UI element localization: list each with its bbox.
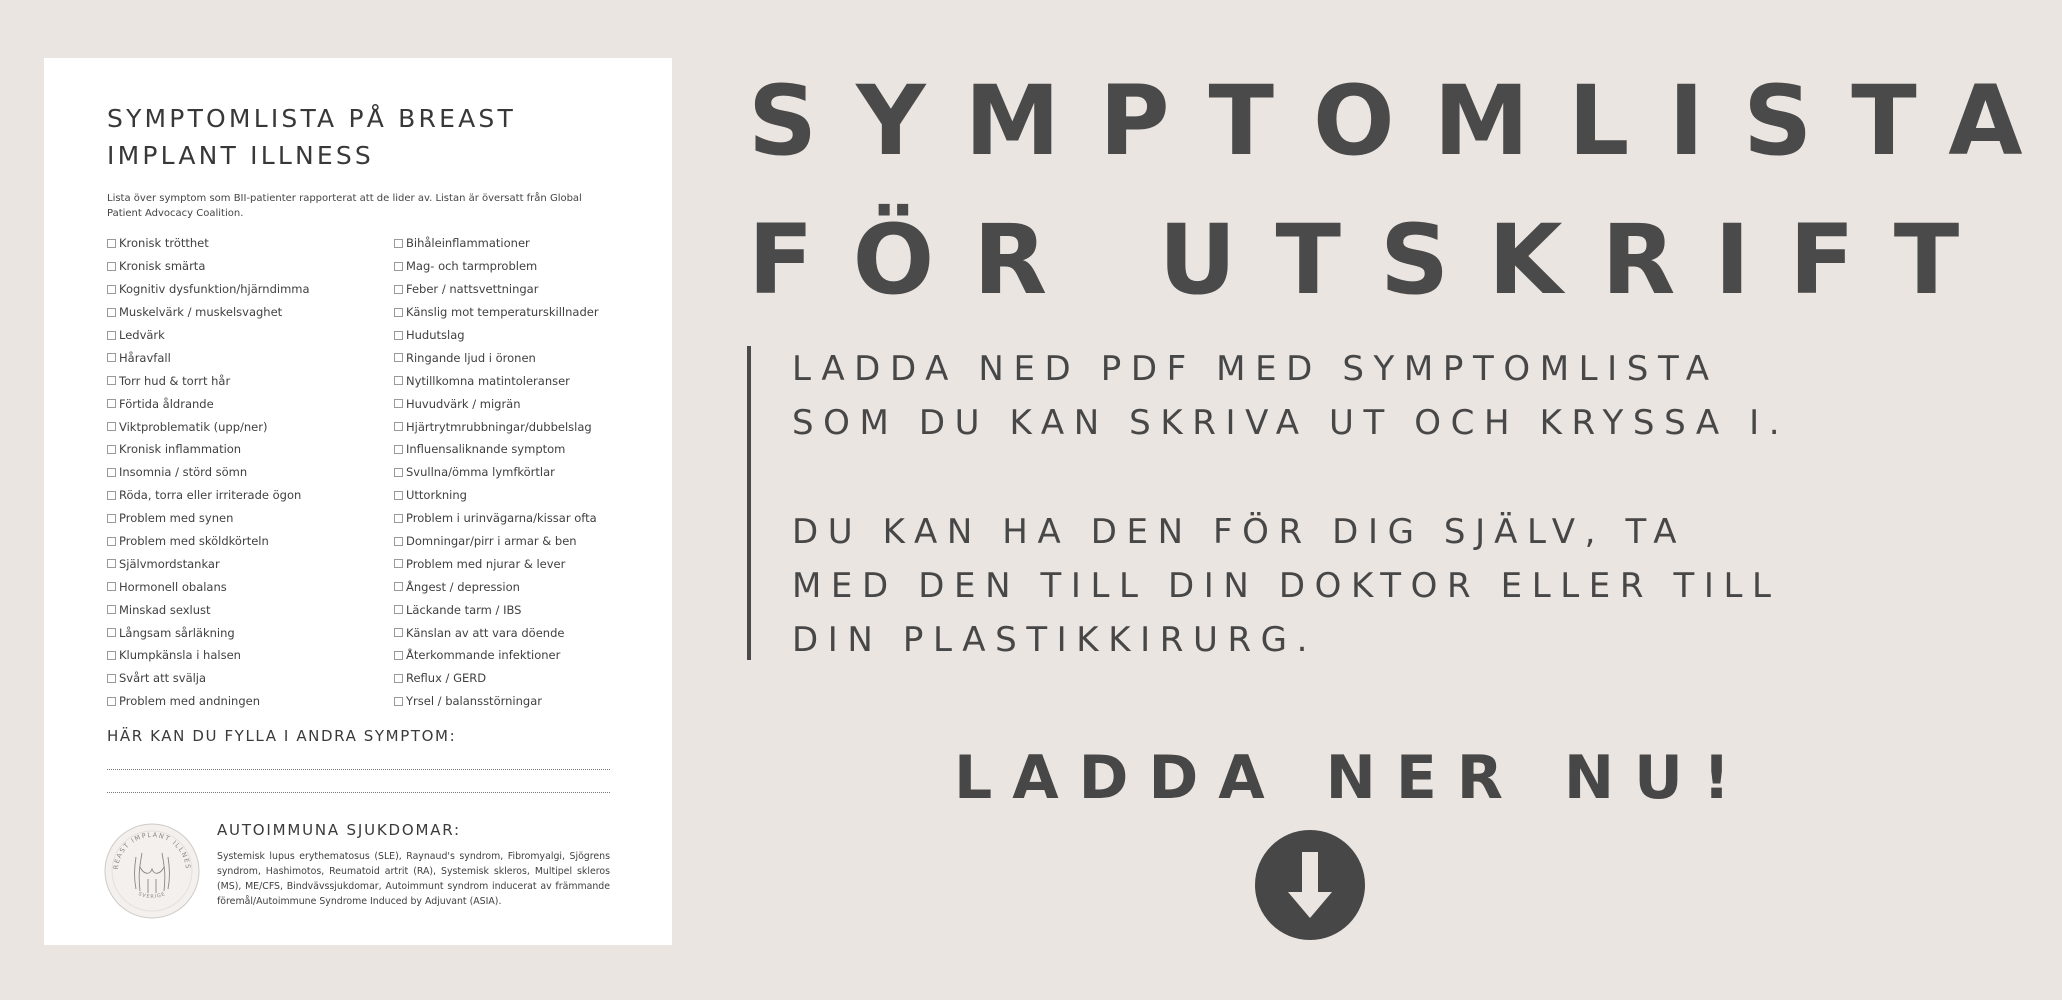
symptom-label: Problem med andningen (119, 694, 260, 709)
symptom-label: Känslig mot temperaturskillnader (406, 305, 599, 320)
checkbox-icon[interactable] (394, 628, 403, 637)
symptom-label: Ledvärk (119, 328, 165, 342)
checkbox-icon[interactable] (394, 491, 403, 500)
symptom-label: Röda, torra eller irriterade ögon (119, 488, 302, 503)
checkbox-icon[interactable] (394, 308, 403, 317)
symptom-checkbox-item[interactable] (107, 255, 394, 278)
symptom-label: Problem med synen (119, 511, 234, 526)
checkbox-icon[interactable] (107, 468, 116, 477)
symptom-label: Problem med njurar & lever (406, 556, 566, 571)
symptom-label: Kronisk inflammation (119, 442, 242, 457)
checkbox-icon[interactable] (394, 651, 403, 660)
symptom-label: Problem med sköldkörteln (119, 534, 269, 549)
symptom-checkbox-item[interactable] (107, 690, 394, 713)
description-1-line1: LADDA NED PDF MED SYMPTOMLISTA (792, 349, 1719, 389)
checkbox-icon[interactable] (394, 262, 403, 271)
autoimmune-text (217, 819, 610, 919)
symptom-checkbox-item[interactable] (394, 324, 610, 347)
symptom-list-document[interactable] (44, 58, 672, 945)
document-title-line2: IMPLANT ILLNESS (107, 141, 375, 170)
checkbox-icon[interactable] (394, 422, 403, 431)
document-title (107, 100, 610, 174)
checkbox-icon[interactable] (107, 491, 116, 500)
symptom-label: Problem i urinvägarna/kissar ofta (406, 511, 597, 526)
checkbox-icon[interactable] (107, 376, 116, 385)
checkbox-icon[interactable] (107, 605, 116, 614)
quote-bar (747, 346, 751, 660)
autoimmune-body: Systemisk lupus erythematosus (SLE), Raynaud's syndrom, Fibromyalgi, Sjögrens syndrom, Hashimotos, Reumatoid artrit (RA), Systemisk skleros, Multipel skleros (MS), ME/CFS, Bindvävssjukdomar, Autoimmunt syndrom inducerat av främmande föremål/Autoimmune Syndrome Induced by Adjuvant (ASIA). (217, 850, 610, 907)
checkbox-icon[interactable] (107, 582, 116, 591)
symptom-checkbox-item[interactable] (107, 530, 394, 553)
symptom-label: Klumpkänsla i halsen (119, 648, 241, 663)
symptom-checkbox-item[interactable] (394, 346, 610, 369)
symptom-label: Håravfall (119, 350, 171, 365)
symptom-checkbox-item[interactable] (394, 415, 610, 438)
symptom-checkbox-item[interactable] (394, 484, 610, 507)
symptom-checkbox-item[interactable] (107, 278, 394, 301)
other-symptoms-heading: HÄR KAN DU FYLLA I ANDRA SYMPTOM: (107, 726, 457, 745)
checkbox-icon[interactable] (107, 239, 116, 248)
symptom-label: Viktproblematik (upp/ner) (119, 419, 268, 434)
checkbox-icon[interactable] (394, 697, 403, 706)
description-2-line2: MED DEN TILL DIN DOKTOR ELLER TILL (792, 566, 1781, 606)
checkbox-icon[interactable] (107, 628, 116, 637)
fill-in-line (107, 792, 610, 793)
symptom-label: Kronisk trötthet (119, 236, 209, 251)
symptom-checkbox-item[interactable] (107, 575, 394, 598)
symptom-label: Insomnia / störd sömn (119, 465, 248, 480)
symptom-checkbox-item[interactable] (394, 392, 610, 415)
download-now-label[interactable]: LADDA NER NU! (954, 743, 1751, 813)
symptom-checkbox-item[interactable] (394, 255, 610, 278)
checkbox-icon[interactable] (107, 445, 116, 454)
checkbox-icon[interactable] (394, 582, 403, 591)
checkbox-icon[interactable] (394, 674, 403, 683)
checkbox-icon[interactable] (394, 559, 403, 568)
symptom-checkbox-item[interactable] (107, 415, 394, 438)
symptom-label: Torr hud & torrt hår (119, 373, 231, 388)
symptom-checkbox-item[interactable] (394, 690, 610, 713)
checkbox-icon[interactable] (107, 353, 116, 362)
document-title-line1: SYMPTOMLISTA PÅ BREAST (107, 104, 516, 133)
symptom-checkbox-item[interactable] (394, 575, 610, 598)
checkbox-icon[interactable] (394, 605, 403, 614)
description-paragraph-2 (792, 505, 1781, 667)
symptom-label: Bihåleinflammationer (406, 236, 530, 251)
checkbox-icon[interactable] (107, 674, 116, 683)
checkbox-icon[interactable] (394, 537, 403, 546)
headline-line1: SYMPTOMLISTA (748, 65, 2062, 177)
symptom-checkbox-item[interactable] (107, 484, 394, 507)
checkbox-icon[interactable] (107, 559, 116, 568)
symptom-checkbox-item[interactable] (107, 232, 394, 255)
checkbox-icon[interactable] (394, 239, 403, 248)
symptom-label: Domningar/pirr i armar & ben (406, 534, 577, 549)
symptom-checkbox-item[interactable] (394, 278, 610, 301)
symptom-checkbox-item[interactable] (394, 552, 610, 575)
symptom-checkbox-item[interactable] (107, 507, 394, 530)
seal-text-bottom: SVERIGE (137, 890, 167, 900)
checkbox-icon[interactable] (107, 399, 116, 408)
symptom-checkbox-item[interactable] (107, 667, 394, 690)
symptom-checkbox-item[interactable] (394, 667, 610, 690)
symptom-checklist (107, 232, 610, 713)
checkbox-icon[interactable] (394, 514, 403, 523)
symptom-checkbox-item[interactable] (107, 301, 394, 324)
checkbox-icon[interactable] (107, 514, 116, 523)
symptom-checkbox-item[interactable] (394, 301, 610, 324)
symptom-label: Hudutslag (406, 328, 465, 342)
symptom-checkbox-item[interactable] (107, 438, 394, 461)
symptom-label: Ringande ljud i öronen (406, 350, 536, 365)
symptom-checkbox-item[interactable] (394, 644, 610, 667)
symptom-label: Influensaliknande symptom (406, 442, 566, 457)
symptom-checkbox-item[interactable] (394, 438, 610, 461)
symptom-label: Läckande tarm / IBS (406, 602, 522, 617)
symptom-column-right (394, 232, 610, 713)
symptom-label: Feber / nattsvettningar (406, 282, 539, 297)
symptom-checkbox-item[interactable] (107, 346, 394, 369)
symptom-checkbox-item[interactable] (394, 461, 610, 484)
symptom-checkbox-item[interactable] (107, 644, 394, 667)
symptom-label: Känslan av att vara döende (406, 625, 565, 640)
symptom-checkbox-item[interactable] (107, 598, 394, 621)
checkbox-icon[interactable] (107, 308, 116, 317)
checkbox-icon[interactable] (107, 697, 116, 706)
description-paragraph-1 (792, 342, 1789, 450)
description-2-line3: DIN PLASTIKKIRURG. (792, 620, 1318, 660)
symptom-label: Reflux / GERD (406, 671, 487, 686)
symptom-checkbox-item[interactable] (394, 621, 610, 644)
checkbox-icon[interactable] (107, 651, 116, 660)
symptom-checkbox-item[interactable] (107, 621, 394, 644)
symptom-label: Självmordstankar (119, 556, 220, 571)
symptom-checkbox-item[interactable] (107, 552, 394, 575)
checkbox-icon[interactable] (394, 285, 403, 294)
symptom-checkbox-item[interactable] (107, 324, 394, 347)
fill-in-line (107, 769, 610, 770)
seal-text-top: REAST IMPLANT ILLNES (111, 830, 193, 870)
symptom-checkbox-item[interactable] (107, 461, 394, 484)
autoimmune-section (107, 819, 610, 919)
symptom-label: Återkommande infektioner (406, 648, 561, 663)
symptom-checkbox-item[interactable] (394, 232, 610, 255)
document-intro: Lista över symptom som BII-patienter rapporterat att de lider av. Listan är översatt från Global Patient Advocacy Coalition. (107, 193, 582, 219)
symptom-label: Muskelvärk / muskelsvaghet (119, 305, 283, 320)
checkbox-icon[interactable] (394, 376, 403, 385)
symptom-label: Svullna/ömma lymfkörtlar (406, 465, 555, 480)
autoimmune-heading: AUTOIMMUNA SJUKDOMAR: (217, 820, 461, 839)
checkbox-icon[interactable] (107, 331, 116, 340)
symptom-label: Svårt att svälja (119, 671, 207, 686)
breast-implant-illness-seal-logo (104, 823, 200, 919)
checkbox-icon[interactable] (107, 262, 116, 271)
symptom-label: Kognitiv dysfunktion/hjärndimma (119, 282, 310, 297)
description-2-line1: DU KAN HA DEN FÖR DIG SJÄLV, TA (792, 512, 1687, 552)
headline-line2: FÖR UTSKRIFT (748, 204, 1999, 316)
symptom-checkbox-item[interactable] (394, 530, 610, 553)
symptom-label: Nytillkomna matintoleranser (406, 373, 570, 388)
symptom-column-left (107, 232, 394, 713)
checkbox-icon[interactable] (107, 285, 116, 294)
symptom-label: Förtida åldrande (119, 396, 214, 411)
checkbox-icon[interactable] (394, 445, 403, 454)
symptom-label: Uttorkning (406, 488, 467, 503)
symptom-checkbox-item[interactable] (394, 507, 610, 530)
checkbox-icon[interactable] (394, 331, 403, 340)
symptom-label: Hjärtrytmrubbningar/dubbelslag (406, 419, 592, 434)
description-1-line2: SOM DU KAN SKRIVA UT OCH KRYSSA I. (792, 403, 1790, 443)
arrow-down-circle-icon[interactable] (1255, 830, 1365, 940)
symptom-checkbox-item[interactable] (107, 369, 394, 392)
checkbox-icon[interactable] (394, 353, 403, 362)
symptom-checkbox-item[interactable] (394, 369, 610, 392)
symptom-label: Långsam sårläkning (119, 625, 235, 640)
checkbox-icon[interactable] (394, 399, 403, 408)
symptom-checkbox-item[interactable] (107, 392, 394, 415)
checkbox-icon[interactable] (394, 468, 403, 477)
checkbox-icon[interactable] (107, 537, 116, 546)
symptom-label: Hormonell obalans (119, 579, 227, 594)
symptom-label: Mag- och tarmproblem (406, 259, 538, 274)
symptom-label: Kronisk smärta (119, 259, 206, 274)
checkbox-icon[interactable] (107, 422, 116, 431)
symptom-label: Ångest / depression (406, 579, 520, 594)
symptom-label: Yrsel / balansstörningar (406, 694, 542, 709)
symptom-label: Minskad sexlust (119, 602, 211, 617)
symptom-label: Huvudvärk / migrän (406, 396, 521, 411)
symptom-checkbox-item[interactable] (394, 598, 610, 621)
